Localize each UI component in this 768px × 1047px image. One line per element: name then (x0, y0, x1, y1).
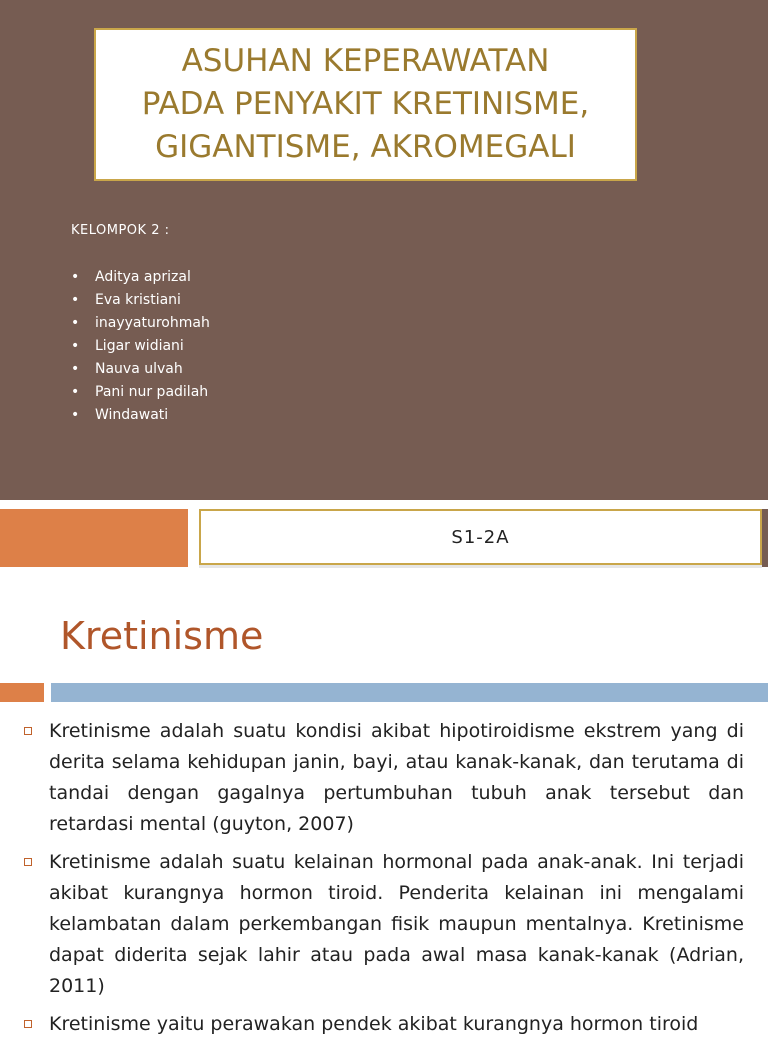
member-item (71, 335, 210, 358)
member-item (71, 312, 210, 335)
definition-text: Kretinisme adalah suatu kelainan hormonal pada anak-anak. Ini terjadi akibat kurangnya hormon tiroid. Penderita kelainan ini mengalami kelambatan dalam perkembangan fisik maupun mentalnya. Kretinisme dapat diderita sejak lahir atau pada awal masa kanak-kanak (Adrian, 2011) (49, 851, 744, 997)
bullet-icon: • (71, 338, 80, 354)
member-name: Eva kristiani (95, 292, 181, 308)
content-slide (0, 572, 768, 1035)
member-item (71, 358, 210, 381)
member-name: Windawati (95, 407, 169, 423)
definition-list (22, 716, 744, 1047)
member-name: inayyaturohmah (95, 315, 210, 331)
bullet-icon: • (71, 292, 80, 308)
definition-text: Kretinisme adalah suatu kondisi akibat hipotiroidisme ekstrem yang di derita selama kehidupan janin, bayi, atau kanak-kanak, dan terutama di tandai dengan gagalnya pertumbuhan tubuh anak tersebut dan retardasi mental (guyton, 2007) (49, 720, 744, 835)
square-bullet-icon (24, 858, 32, 866)
title-line-1: ASUHAN KEPERAWATAN (181, 43, 550, 79)
title-line-2: PADA PENYAKIT KRETINISME, (141, 86, 590, 122)
bullet-icon: • (71, 361, 80, 377)
member-name: Aditya aprizal (95, 269, 191, 285)
class-box-shadow (199, 565, 762, 568)
orange-accent-bar (0, 683, 44, 702)
member-name: Ligar widiani (95, 338, 184, 354)
member-name: Pani nur padilah (95, 384, 209, 400)
square-bullet-icon (24, 727, 32, 735)
title-slide-background (0, 0, 768, 500)
bullet-icon: • (71, 315, 80, 331)
slide-title: Kretinisme (60, 614, 264, 658)
definition-item (22, 1009, 744, 1040)
title-box (94, 28, 637, 181)
definition-item (22, 716, 744, 840)
member-item (71, 266, 210, 289)
member-list (71, 266, 210, 427)
blue-accent-bar (51, 683, 768, 702)
orange-accent-block (0, 509, 188, 567)
title-line-3: GIGANTISME, AKROMEGALI (155, 129, 576, 165)
group-label: KELOMPOK 2 : (71, 223, 170, 238)
definition-text: Kretinisme yaitu perawakan pendek akibat kurangnya hormon tiroid (49, 1013, 699, 1035)
definition-item (22, 847, 744, 1002)
member-item (71, 381, 210, 404)
bullet-icon: • (71, 269, 80, 285)
member-name: Nauva ulvah (95, 361, 183, 377)
edge-strip (762, 509, 768, 567)
square-bullet-icon (24, 1020, 32, 1028)
class-label-box: S1-2A (199, 509, 762, 565)
member-item (71, 404, 210, 427)
member-item (71, 289, 210, 312)
bullet-icon: • (71, 407, 80, 423)
bullet-icon: • (71, 384, 80, 400)
